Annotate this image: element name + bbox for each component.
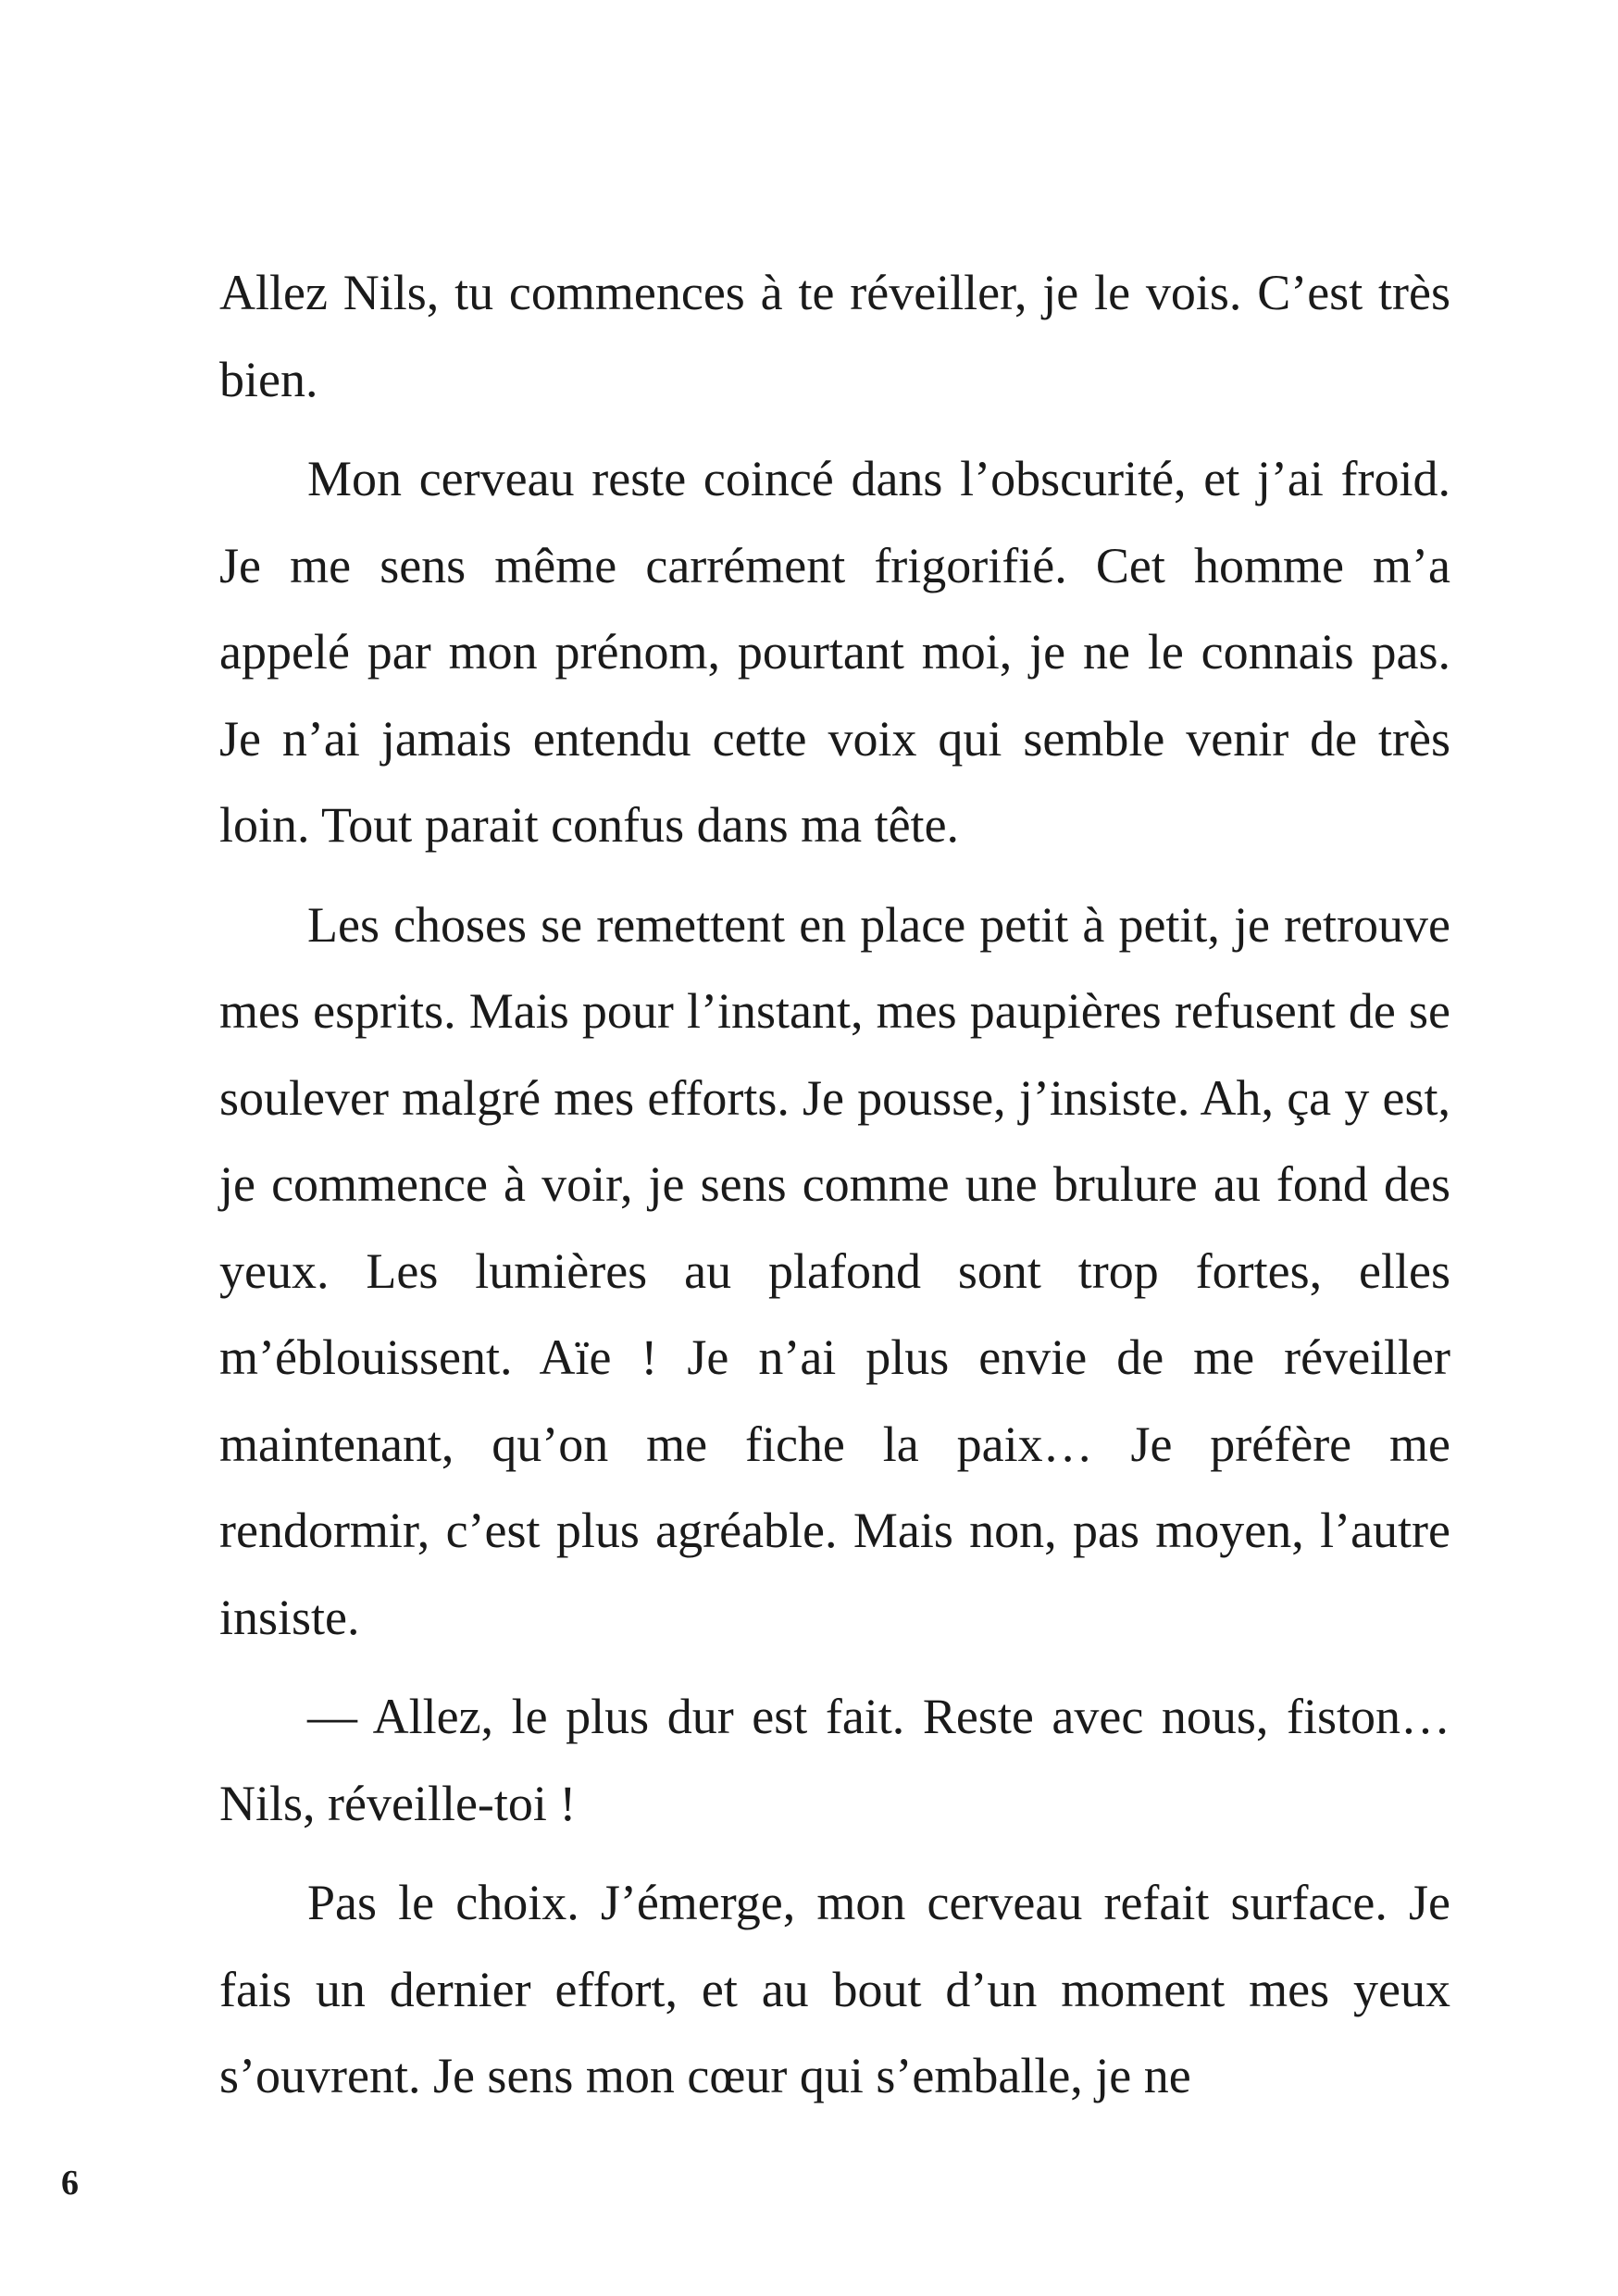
body-text: [219, 250, 1450, 2133]
page-number: 6: [61, 2164, 79, 2202]
dialogue-paragraph: — Allez, le plus dur est fait. Reste avec nous, fiston… Nils, réveille-toi !: [219, 1689, 1450, 1831]
paragraph: Allez Nils, tu commences à te réveiller, je le vois. C’est très bien.: [219, 265, 1450, 407]
paragraph: Les choses se remettent en place petit à petit, je retrouve mes esprits. Mais pour l’instant, mes paupières refusent de se soulever malgré mes efforts. Je pousse, j’insiste. Ah, ça y est, je commence à voir, je sens comme une brulure au fond des yeux. Les lumières au plafond sont trop fortes, elles m’éblouissent. Aïe ! Je n’ai plus envie de me réveiller maintenant, qu’on me fiche la paix… Je préfère me rendormir, c’est plus agréable. Mais non, pas moyen, l’autre insiste.: [219, 896, 1450, 1645]
paragraph: Mon cerveau reste coincé dans l’obscurité, et j’ai froid. Je me sens même carrément frigorifié. Cet homme m’a appelé par mon prénom, pourtant moi, je ne le connais pas. Je n’ai jamais entendu cette voix qui semble venir de très loin. Tout parait confus dans ma tête.: [219, 451, 1450, 853]
paragraph: Pas le choix. J’émerge, mon cerveau refait surface. Je fais un dernier effort, et au bout d’un moment mes yeux s’ouvrent. Je sens mon cœur qui s’emballe, je ne: [219, 1875, 1450, 2103]
